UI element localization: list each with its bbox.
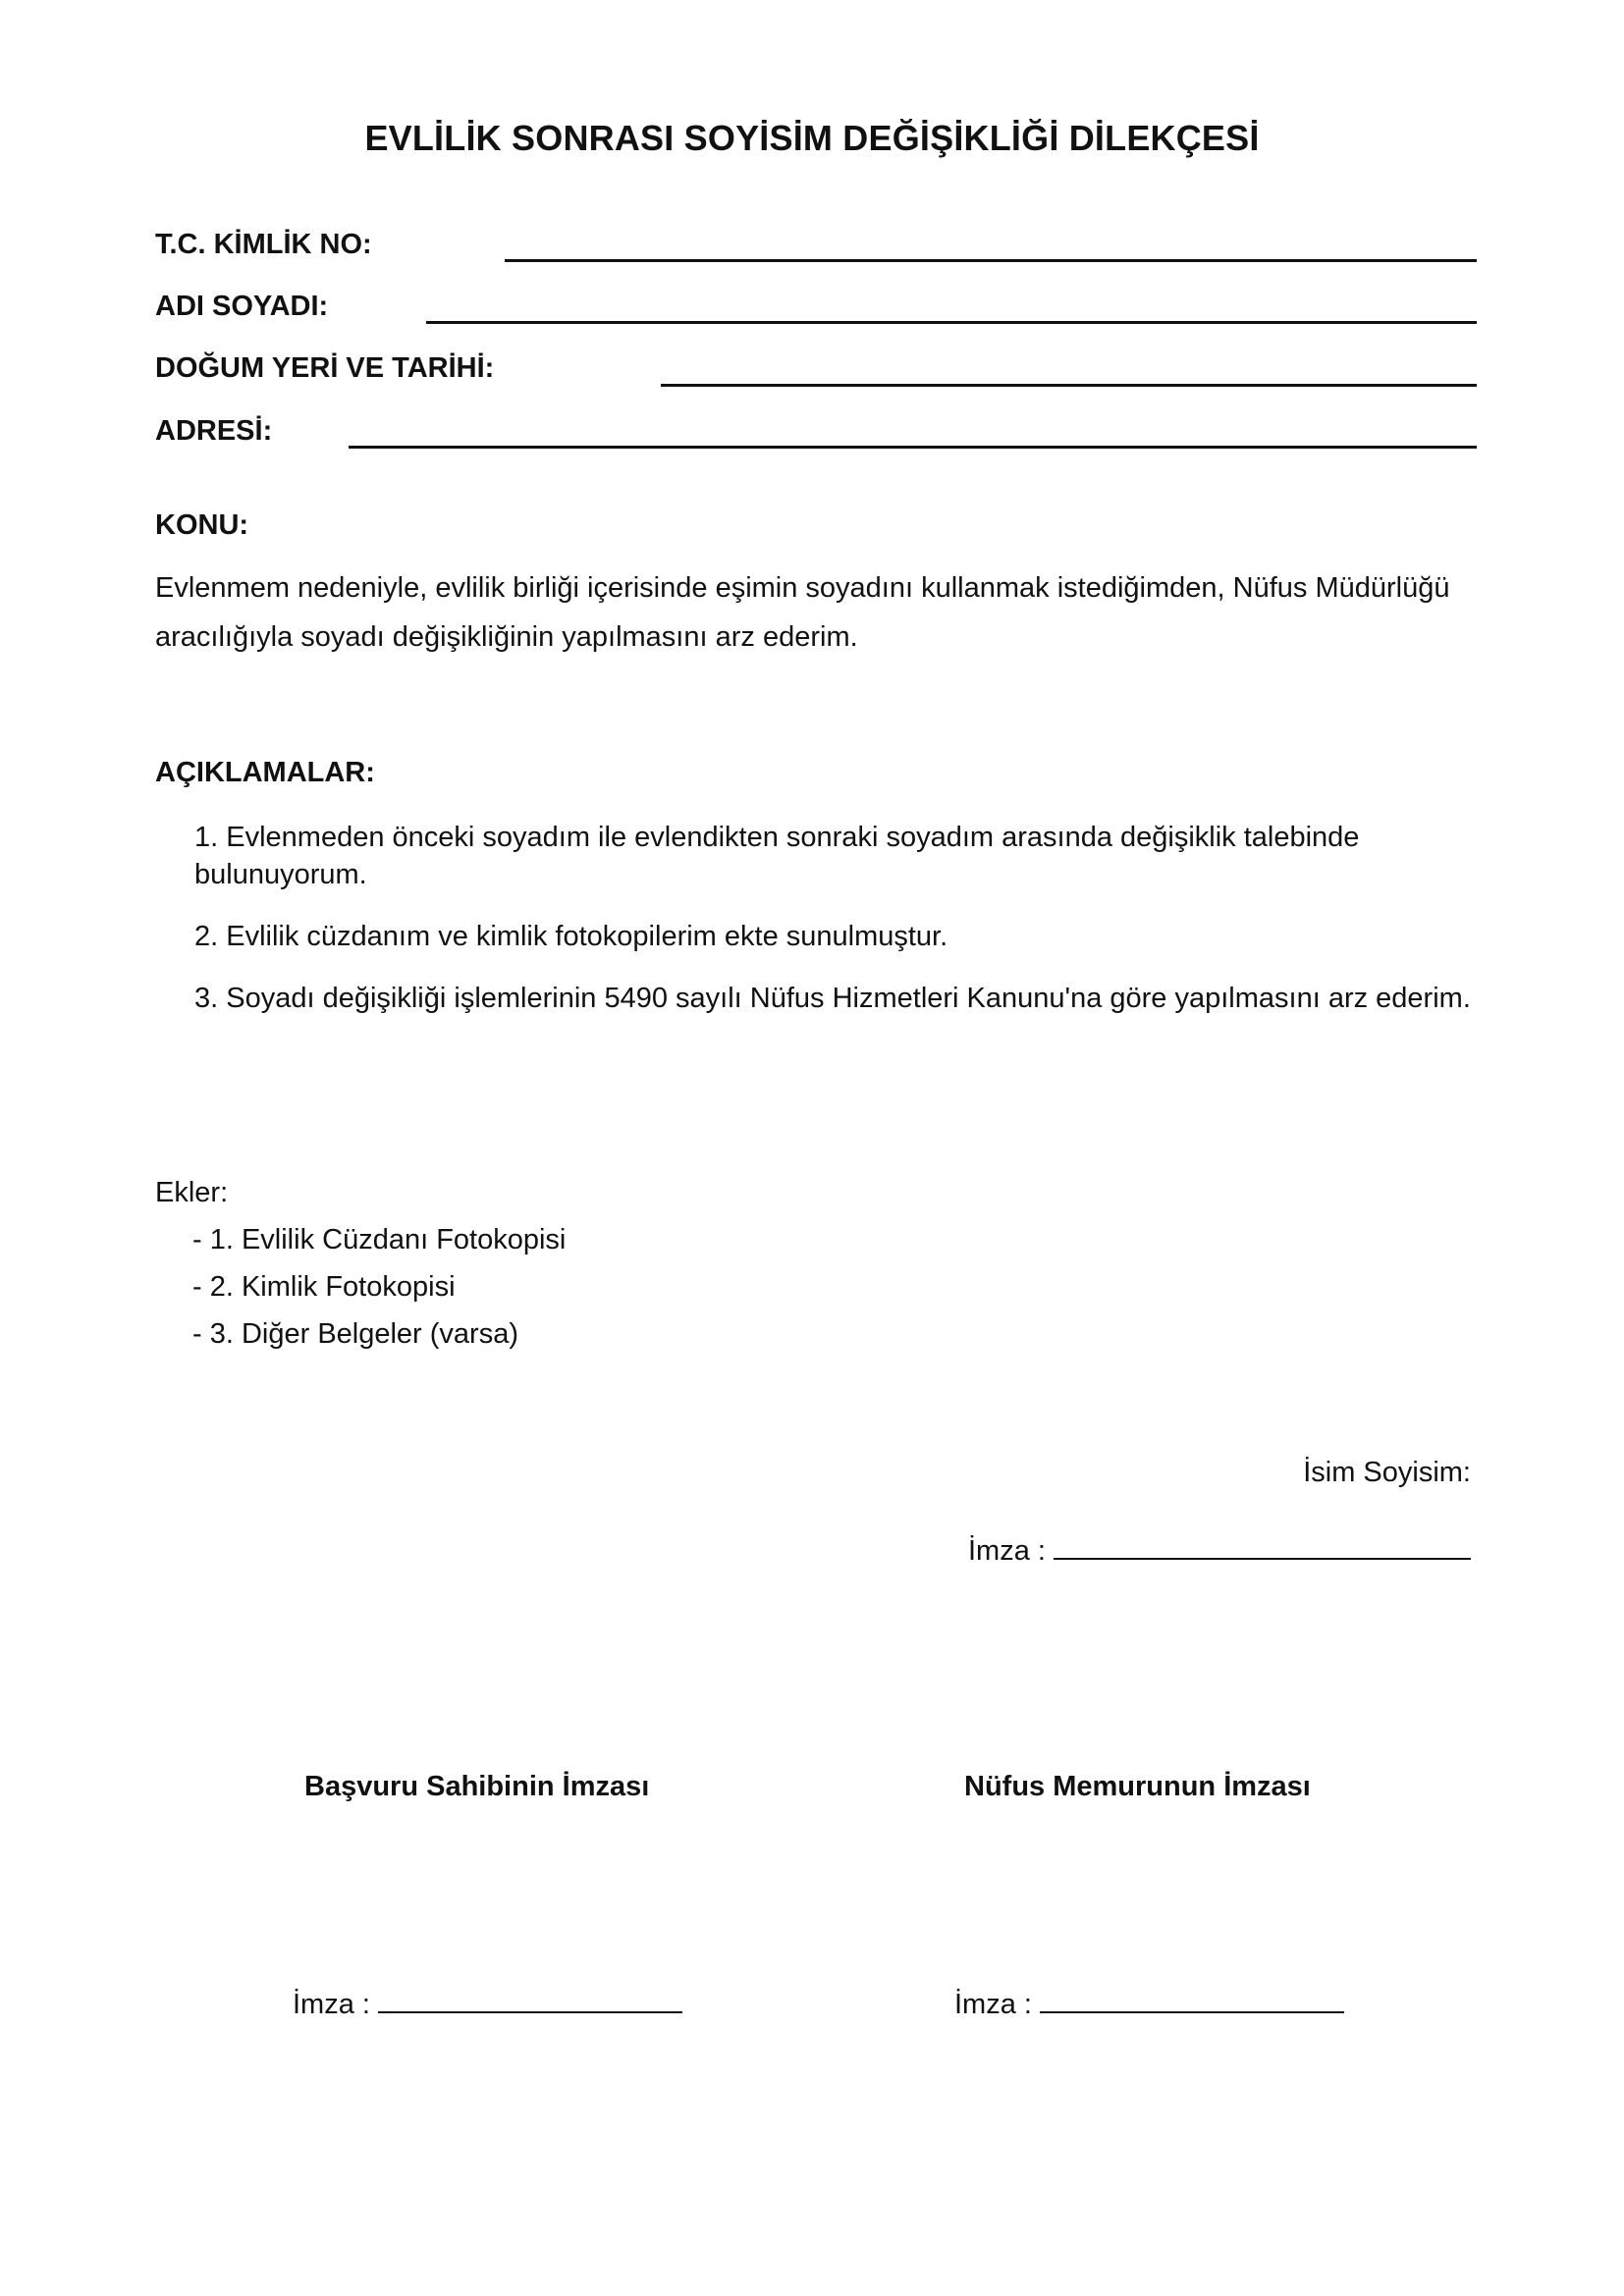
field-label-tc-kimlik-no: T.C. KİMLİK NO: xyxy=(155,229,372,260)
imza-row-officer xyxy=(954,1989,1344,2021)
aciklama-item-1: 1. Evlenmeden önceki soyadım ile evlendikten sonraki soyadım arasında değişiklik talebinde bulunuyorum. xyxy=(194,822,1360,890)
imza-line-main[interactable] xyxy=(1054,1558,1471,1560)
aciklama-item-2: 2. Evlilik cüzdanım ve kimlik fotokopilerim ekte sunulmuştur. xyxy=(194,921,948,952)
imza-line-officer[interactable] xyxy=(1040,2011,1344,2013)
field-line-tc-kimlik-no[interactable] xyxy=(505,259,1477,262)
konu-text: Evlenmem nedeniyle, evlilik birliği içerisinde eşimin soyadını kullanmak istediğimden, Nüfus Müdürlüğü aracılığıyla soyadı değişikliğinin yapılmasını arz ederim. xyxy=(155,572,1450,653)
field-line-adresi[interactable] xyxy=(349,446,1477,449)
field-label-dogum-yeri-tarihi: DOĞUM YERİ VE TARİHİ: xyxy=(155,352,495,384)
imza-label-main: İmza : xyxy=(968,1535,1046,1567)
field-line-dogum-yeri-tarihi[interactable] xyxy=(661,384,1477,387)
imza-label-applicant: İmza : xyxy=(293,1989,370,2020)
field-line-adi-soyadi[interactable] xyxy=(426,321,1477,324)
imza-line-applicant[interactable] xyxy=(378,2011,682,2013)
imza-row-applicant xyxy=(293,1989,682,2021)
field-label-adresi: ADRESİ: xyxy=(155,415,273,447)
imza-label-officer: İmza : xyxy=(954,1989,1032,2020)
ek-item-2: - 2. Kimlik Fotokopisi xyxy=(192,1271,456,1303)
ek-item-3: - 3. Diğer Belgeler (varsa) xyxy=(192,1318,518,1350)
aciklamalar-heading: AÇIKLAMALAR: xyxy=(155,757,375,788)
ekler-label: Ekler: xyxy=(155,1177,229,1208)
ek-item-1: - 1. Evlilik Cüzdanı Fotokopisi xyxy=(192,1224,567,1255)
document-title: EVLİLİK SONRASI SOYİSİM DEĞİŞİKLİĞİ DİLEKÇESİ xyxy=(364,118,1260,158)
isim-soyisim-label: İsim Soyisim: xyxy=(1303,1457,1471,1488)
aciklama-item-3: 3. Soyadı değişikliği işlemlerinin 5490 sayılı Nüfus Hizmetleri Kanunu'na göre yapılmasını arz ederim. xyxy=(194,983,1471,1014)
field-label-adi-soyadi: ADI SOYADI: xyxy=(155,291,329,322)
konu-heading: KONU: xyxy=(155,509,249,541)
imza-row-main xyxy=(968,1535,1471,1568)
officer-signature-heading: Nüfus Memurunun İmzası xyxy=(964,1771,1311,1802)
applicant-signature-heading: Başvuru Sahibinin İmzası xyxy=(304,1771,650,1802)
